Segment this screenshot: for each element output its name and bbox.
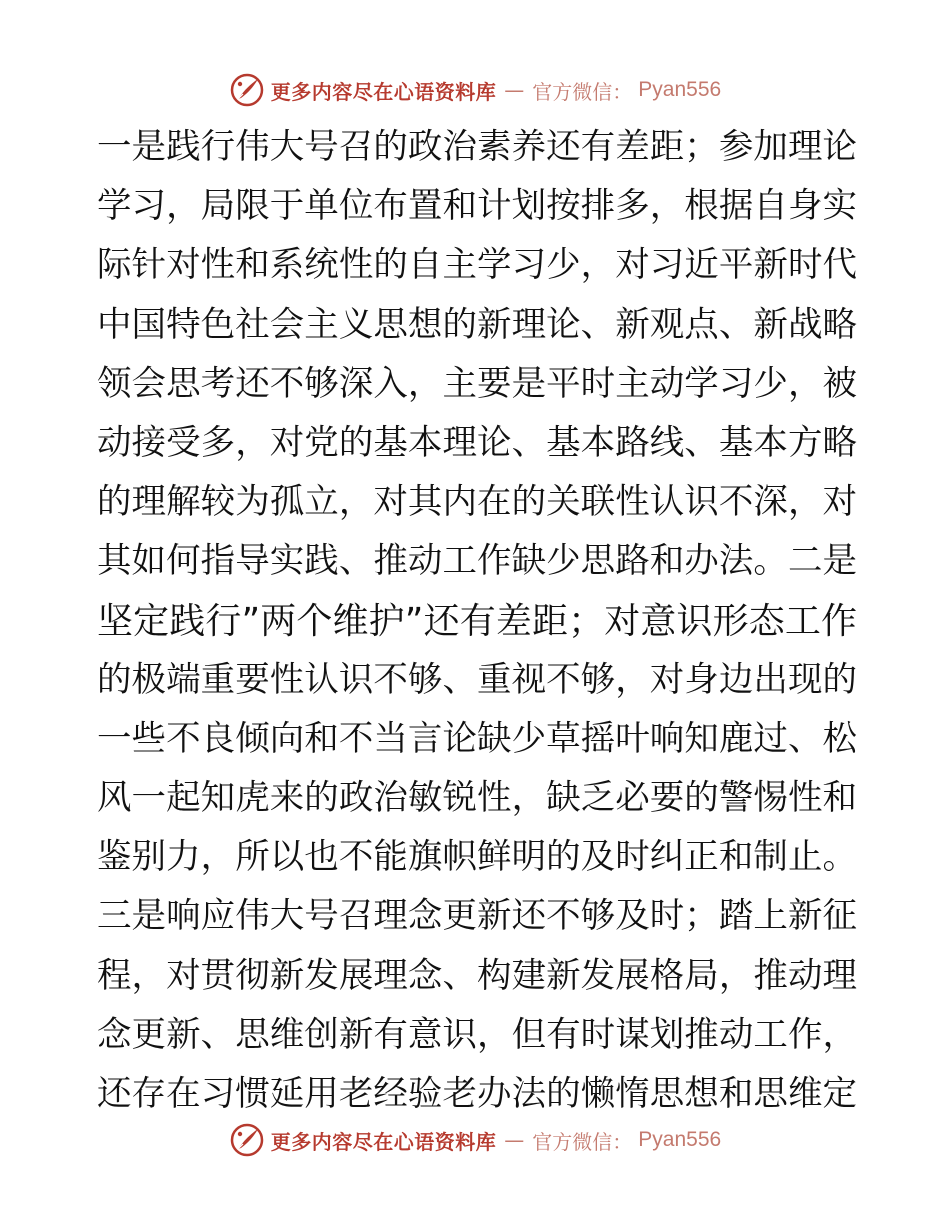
header-wechat-label: 官方微信：	[532, 79, 633, 104]
footer-site-name: 更多内容尽在心语资料库	[270, 1129, 497, 1154]
footer-banner	[0, 1120, 950, 1160]
header-site-name: 更多内容尽在心语资料库	[270, 79, 497, 104]
text-line: 动接受多，对党的基本理论、基本路线、基本方略	[97, 422, 857, 463]
text-line: 一是践行伟大号召的政治素养还有差距；参加理论	[97, 127, 857, 167]
header-banner-content	[229, 72, 721, 108]
text-line: 鉴别力，所以也不能旗帜鲜明的及时纠正和制止。	[97, 837, 857, 878]
footer-banner-content	[229, 1122, 721, 1158]
text-line: 领会思考还不够深入，主要是平时主动学习少，被	[97, 363, 857, 404]
text-line: 的极端重要性认识不够、重视不够，对身边出现的	[97, 659, 857, 700]
text-line: 风一起知虎来的政治敏锐性，缺乏必要的警惕性和	[97, 778, 857, 819]
header-dash: —	[504, 78, 525, 102]
text-line: 际针对性和系统性的自主学习少，对习近平新时代	[97, 245, 857, 286]
header-wechat-id: Pyan556	[638, 78, 722, 101]
text-line: 程，对贯彻新发展理念、构建新发展格局，推动理	[97, 955, 857, 996]
header-banner	[0, 70, 950, 110]
footer-dash: —	[504, 1128, 525, 1152]
text-line: 三是响应伟大号召理念更新还不够及时；踏上新征	[97, 896, 857, 937]
document-body	[97, 118, 857, 1124]
text-line: 坚定践行”两个维护”还有差距；对意识形态工作	[97, 600, 857, 642]
footer-wechat-label: 官方微信：	[532, 1129, 633, 1154]
text-line: 学习，局限于单位布置和计划按排多，根据自身实	[97, 186, 857, 227]
quill-pen-logo-icon	[229, 72, 265, 108]
text-line: 其如何指导实践、推动工作缺少思路和办法。二是	[97, 541, 857, 582]
text-line: 中国特色社会主义思想的新理论、新观点、新战略	[97, 304, 857, 345]
text-line: 一些不良倾向和不当言论缺少草摇叶响知鹿过、松	[97, 718, 857, 759]
text-line: 还存在习惯延用老经验老办法的懒惰思想和思维定	[97, 1074, 857, 1114]
quill-pen-logo-icon	[229, 1122, 265, 1158]
text-line: 念更新、思维创新有意识，但有时谋划推动工作，	[97, 1014, 857, 1055]
text-line: 的理解较为孤立，对其内在的关联性认识不深，对	[97, 482, 857, 523]
footer-wechat-id: Pyan556	[638, 1128, 722, 1151]
